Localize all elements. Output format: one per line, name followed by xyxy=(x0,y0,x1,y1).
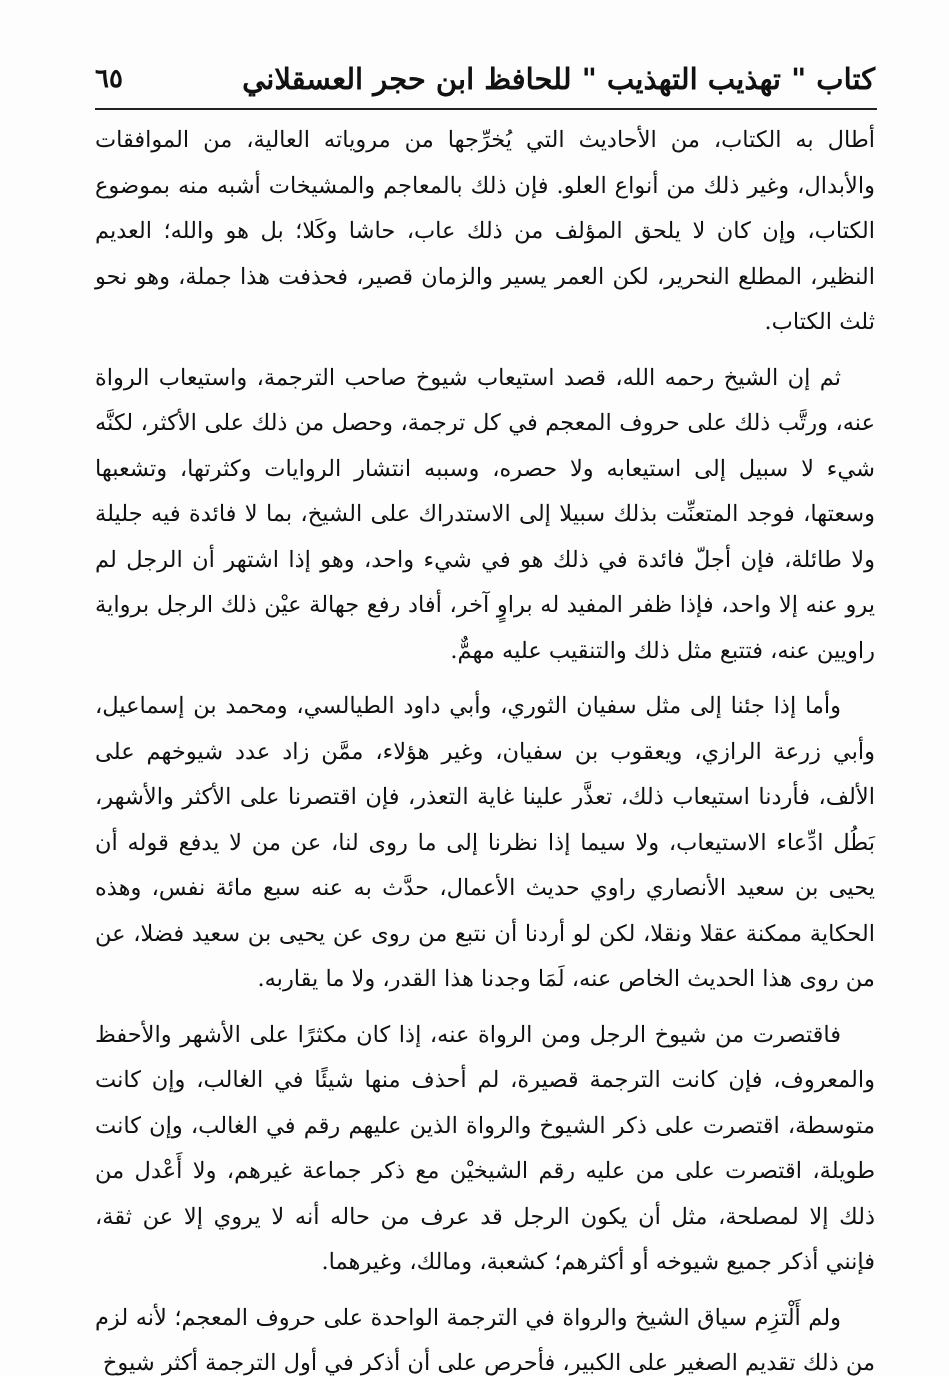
page-number: ٦٥ xyxy=(95,64,123,94)
header-divider xyxy=(95,108,877,110)
paragraph-1: أطال به الكتاب، من الأحاديث التي يُخرِّجها من مروياته العالية، من الموافقات والأبدال، وغير ذلك من أنواع العلو. فإن ذلك بالمعاجم والمشيخات أشبه منه بموضوع الكتاب، وإن كان لا يلحق المؤلف من ذلك عاب، حاشا وكَلا؛ بل هو والله؛ العديم النظير، المطلع النحرير، لكن العمر يسير والزمان قصير، فحذفت هذا جملة، وهو نحو ثلث الكتاب. xyxy=(95,127,875,335)
paragraph-4: فاقتصرت من شيوخ الرجل ومن الرواة عنه، إذا كان مكثرًا على الأشهر والأحفظ والمعروف، فإن كانت الترجمة قصيرة، لم أحذف منها شيئًا في الغالب، وإن كانت متوسطة، اقتصرت على ذكر الشيوخ والرواة الذين عليهم رقم في الغالب، وإن كانت طويلة، اقتصرت على من عليه رقم الشيخيْن مع ذكر جماعة غيرهم، ولا أَعْدل من ذلك إلا لمصلحة، مثل أن يكون الرجل قد عرف من حاله أنه لا يروي إلا عن ثقة، فإنني أذكر جميع شيوخه أو أكثرهم؛ كشعبة، ومالك، وغيرهما. xyxy=(95,1021,875,1275)
running-header xyxy=(95,58,875,108)
header-title: كتاب " تهذيب التهذيب " للحافظ ابن حجر العسقلاني xyxy=(242,62,875,96)
paragraph-5: ولم أَلْتزِم سياق الشيخ والرواة في الترجمة الواحدة على حروف المعجم؛ لأنه لزم من ذلك تقديم الصغير على الكبير، فأحرص على أن أذكر في أول الترجمة أكثر شيوخ xyxy=(95,1304,875,1376)
body-text xyxy=(95,118,875,1376)
paragraph-2: ثم إن الشيخ رحمه الله، قصد استيعاب شيوخ صاحب الترجمة، واستيعاب الرواة عنه، ورتَّب ذلك على حروف المعجم في كل ترجمة، وحصل من ذلك على الأكثر، لكنَّه شيء لا سبيل إلى استيعابه ولا حصره، وسببه انتشار الروايات وكثرتها، وتشعبها وسعتها، فوجد المتعنِّت بذلك سبيلا إلى الاستدراك على الشيخ، بما لا فائدة فيه جليلة ولا طائلة، فإن أجلّ فائدة في ذلك هو في شيء واحد، وهو إذا اشتهر أن الرجل لم يرو عنه إلا واحد، فإذا ظفر المفيد له براوٍ آخر، أفاد رفع جهالة عيْن ذلك الرجل برواية راويين عنه، فتتبع مثل ذلك والتنقيب عليه مهمٌّ. xyxy=(95,364,875,664)
paragraph-3: وأما إذا جئنا إلى مثل سفيان الثوري، وأبي داود الطيالسي، ومحمد بن إسماعيل، وأبي زرعة الرازي، ويعقوب بن سفيان، وغير هؤلاء، ممَّن زاد عدد شيوخهم على الألف، فأردنا استيعاب ذلك، تعذَّر علينا غاية التعذر، فإن اقتصرنا على الأكثر والأشهر، بَطُل ادِّعاء الاستيعاب، ولا سيما إذا نظرنا إلى ما روى لنا، عن من لا يدفع قوله أن يحيى بن سعيد الأنصاري راوي حديث الأعمال، حدَّث به عنه سبع مائة نفس، وهذه الحكاية ممكنة عقلا ونقلا، لكن لو أردنا أن نتبع من روى عن يحيى بن سعيد فضلا، عن من روى هذا الحديث الخاص عنه، لَمَا وجدنا هذا القدر، ولا ما يقاربه. xyxy=(95,693,875,992)
